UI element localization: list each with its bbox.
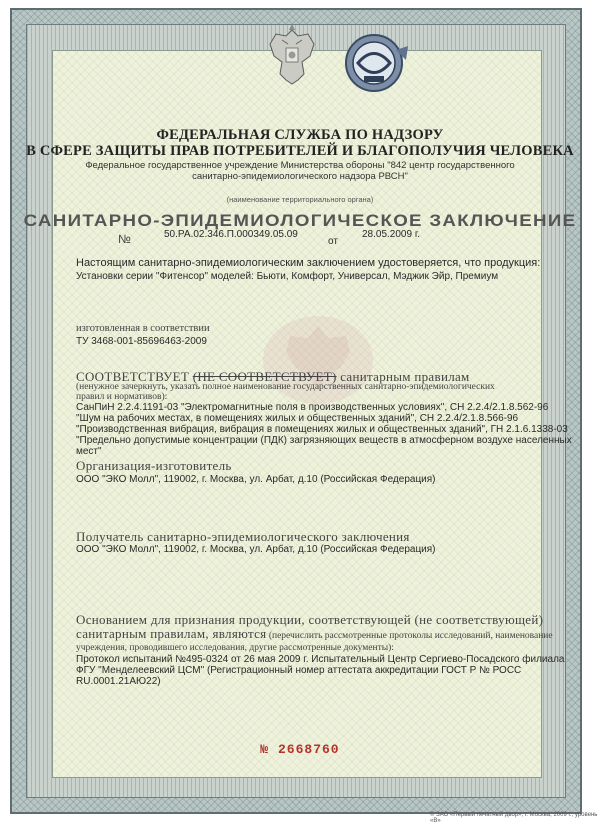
intro-text: Настоящим санитарно-эпидемиологическим заключением удостоверяется, что продукция: bbox=[76, 257, 541, 269]
compliance-note-line1: (ненужное зачеркнуть, указать полное наименование государственных санитарно-эпидемиологических bbox=[76, 382, 495, 392]
basis-line2-note: (перечислить рассмотренные протоколы исследований, наименование bbox=[268, 631, 553, 641]
certification-logo-icon bbox=[340, 30, 412, 96]
sanitary-rules-label: санитарным правилам bbox=[340, 369, 470, 384]
protocol-line2: ФГУ "Менделеевский ЦСМ" (Регистрационный номер аттестата аккредитации ГОСТ Р № РОСС bbox=[76, 665, 522, 676]
coat-of-arms-icon bbox=[262, 22, 322, 88]
protocol-line3: RU.0001.21АЮ22) bbox=[76, 676, 161, 687]
standards-line3: "Производственная вибрация, вибрация в помещениях жилых и общественных зданий", ГН 2.1.6.1338-03 bbox=[76, 424, 568, 435]
serial-number: № 2668760 bbox=[260, 742, 340, 757]
complies-label: СООТВЕТСТВУЕТ bbox=[76, 369, 190, 384]
standards-line1: СанПиН 2.2.4.1191-03 "Электромагнитные поля в производственных условиях", СН 2.2.4/2.1.8.562-96 bbox=[76, 402, 549, 413]
not-complies-label: (НЕ СООТВЕТСТВУЕТ) bbox=[192, 369, 337, 384]
issuer-line1: Федеральное государственное учреждение Министерства обороны "842 центр государственного bbox=[85, 160, 515, 171]
printer-footer: © ЗАО «Первый печатный двор», г. Москва, 2009 г., уровень «В» bbox=[430, 812, 598, 824]
recipient-value: ООО "ЭКО Молл", 119002, г. Москва, ул. Арбат, д.10 (Российская Федерация) bbox=[76, 544, 436, 555]
standards-line5: мест" bbox=[76, 446, 102, 457]
basis-note-line: учреждения, проводившего исследования, другие рассмотренные документы): bbox=[76, 643, 394, 653]
certificate-number: 50.РА.02.346.П.000349.05.09 bbox=[164, 229, 298, 240]
watermark-emblem-icon bbox=[258, 310, 378, 410]
basis-line2 bbox=[76, 626, 553, 642]
protocol-line1: Протокол испытаний №495-0324 от 26 мая 2009 г. Испытательный Центр Сергиево-Посадского филиала bbox=[76, 654, 565, 665]
manufacturer-value: ООО "ЭКО Молл", 119002, г. Москва, ул. Арбат, д.10 (Российская Федерация) bbox=[76, 474, 436, 485]
made-according-label: изготовленная в соответствии bbox=[76, 323, 210, 334]
issuer-line2: санитарно-эпидемиологического надзора РВСН" bbox=[192, 171, 408, 182]
document-title: САНИТАРНО-ЭПИДЕМИОЛОГИЧЕСКОЕ ЗАКЛЮЧЕНИЕ bbox=[23, 211, 577, 230]
technical-spec: ТУ 3468-001-85696463-2009 bbox=[76, 336, 207, 347]
date-prefix: от bbox=[328, 236, 338, 247]
recipient-label: Получатель санитарно-эпидемиологического заключения bbox=[76, 529, 410, 544]
basis-line2-main: санитарным правилам, являются bbox=[76, 626, 267, 641]
issuer-caption: (наименование территориального органа) bbox=[226, 195, 374, 204]
agency-title-line2: В СФЕРЕ ЗАЩИТЫ ПРАВ ПОТРЕБИТЕЛЕЙ И БЛАГОПОЛУЧИЯ ЧЕЛОВЕКА bbox=[26, 143, 574, 159]
basis-line1: Основанием для признания продукции, соответствующей (не соответствующей) bbox=[76, 612, 544, 627]
certificate-date: 28.05.2009 г. bbox=[362, 229, 421, 240]
manufacturer-label: Организация-изготовитель bbox=[76, 458, 232, 473]
agency-title-line1: ФЕДЕРАЛЬНАЯ СЛУЖБА ПО НАДЗОРУ bbox=[156, 127, 444, 143]
compliance-note-line2: правил и нормативов): bbox=[76, 392, 168, 402]
standards-line4: "Предельно допустимые концентрации (ПДК) загрязняющих веществ в атмосферном воздухе населенных bbox=[76, 435, 572, 446]
product-name: Установки серии "Фитенсор" моделей: Бьюти, Комфорт, Универсал, Мэджик Эйр, Премиум bbox=[76, 271, 499, 282]
standards-line2: "Шум на рабочих местах, в помещениях жилых и общественных зданий", СН 2.2.4/2.1.8.566-96 bbox=[76, 413, 519, 424]
number-sign: № bbox=[118, 232, 131, 246]
